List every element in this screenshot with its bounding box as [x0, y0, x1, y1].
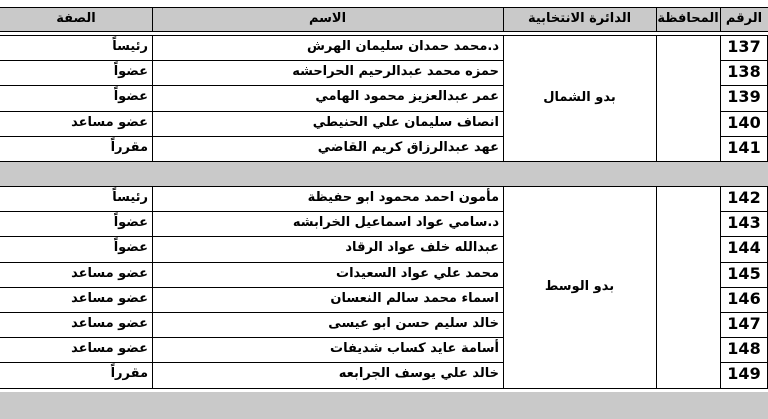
member-role: مقرراً — [110, 139, 148, 155]
grid-line — [720, 35, 721, 161]
grid-line — [656, 186, 657, 388]
member-role: عضو مساعد — [71, 114, 148, 130]
grid-line — [0, 186, 768, 187]
member-role: عضو مساعد — [71, 316, 148, 331]
row-number: 141 — [727, 137, 761, 157]
member-role: عضواً — [113, 240, 148, 256]
member-name: د.سامي عواد اسماعيل الخرابشه — [292, 215, 499, 231]
grid-line — [720, 236, 768, 237]
member-name: خالد سليم حسن ابو عيسى — [328, 316, 499, 331]
header-role: الصفة — [0, 7, 152, 31]
grid-line — [720, 362, 768, 363]
grid-line — [0, 31, 768, 32]
grid-line — [152, 186, 153, 388]
member-name: اسماء محمد سالم النعسان — [330, 290, 499, 306]
grid-line — [0, 337, 503, 338]
grid-line — [720, 337, 768, 338]
grid-line — [720, 85, 768, 86]
member-role: عضواً — [113, 64, 148, 80]
grid-line — [0, 111, 503, 112]
member-role: عضواً — [113, 89, 148, 105]
grid-line — [720, 211, 768, 212]
member-role: رئيساً — [112, 190, 148, 205]
separator-band — [0, 161, 768, 186]
grid-line — [503, 35, 504, 161]
grid-line — [656, 7, 657, 31]
row-number: 143 — [727, 213, 761, 233]
grid-line — [152, 7, 153, 31]
district-name: بدو الوسط — [544, 279, 615, 294]
row-number: 145 — [727, 263, 761, 283]
district-name: بدو الشمال — [543, 90, 616, 105]
grid-line — [152, 35, 153, 161]
member-role: رئيساً — [112, 39, 148, 54]
member-role: عضو مساعد — [71, 290, 148, 306]
member-name: أسامة عايد كساب شديفات — [330, 341, 499, 357]
header-district: الدائرة الانتخابية — [503, 7, 656, 31]
member-name: مأمون احمد محمود ابو حفيظة — [307, 190, 499, 205]
member-name: انصاف سليمان علي الحنيطي — [312, 114, 499, 130]
grid-line — [720, 312, 768, 313]
grid-line — [656, 35, 657, 161]
member-name: عمر عبدالعزيز محمود الهامي — [315, 89, 499, 105]
grid-line — [503, 186, 504, 388]
member-role: عضو مساعد — [71, 341, 148, 357]
header-number: الرقم — [720, 7, 768, 31]
grid-line — [720, 186, 721, 388]
grid-line — [0, 60, 503, 61]
grid-line — [0, 136, 503, 137]
grid-line — [0, 35, 768, 36]
grid-line — [0, 236, 503, 237]
grid-line — [720, 7, 721, 31]
grid-line — [720, 111, 768, 112]
member-name: د.محمد حمدان سليمان الهرش — [306, 39, 499, 54]
row-number: 142 — [727, 188, 761, 207]
grid-line — [0, 211, 503, 212]
grid-line — [503, 7, 504, 31]
row-number: 140 — [727, 112, 761, 132]
member-name: عبدالله خلف عواد الرقاد — [345, 240, 499, 256]
member-role: مقرراً — [110, 366, 148, 382]
row-number: 148 — [727, 339, 761, 359]
header-name: الاسم — [152, 7, 503, 31]
grid-line — [0, 7, 768, 8]
row-number: 147 — [727, 314, 761, 333]
grid-line — [720, 262, 768, 263]
grid-line — [0, 312, 503, 313]
grid-line — [0, 287, 503, 288]
grid-line — [0, 161, 768, 162]
grid-line — [720, 136, 768, 137]
row-number: 149 — [727, 364, 761, 384]
grid-line — [720, 60, 768, 61]
grid-line — [0, 388, 768, 389]
row-number: 146 — [727, 288, 761, 308]
row-number: 139 — [727, 87, 761, 107]
grid-line — [0, 85, 503, 86]
separator-band — [0, 392, 768, 419]
row-number: 137 — [727, 37, 761, 56]
member-name: محمد علي عواد السعيدات — [336, 265, 499, 281]
grid-line — [0, 262, 503, 263]
grid-line — [0, 362, 503, 363]
member-name: حمزه محمد عبدالرحيم الحراحشه — [292, 64, 499, 80]
member-role: عضو مساعد — [71, 265, 148, 281]
member-role: عضواً — [113, 215, 148, 231]
row-number: 144 — [727, 238, 761, 258]
member-name: خالد علي يوسف الجرابعه — [338, 366, 499, 382]
member-name: عهد عبدالرزاق كريم القاضي — [317, 139, 499, 155]
grid-line — [720, 287, 768, 288]
row-number: 138 — [727, 62, 761, 82]
header-governorate: المحافظة — [656, 7, 720, 31]
